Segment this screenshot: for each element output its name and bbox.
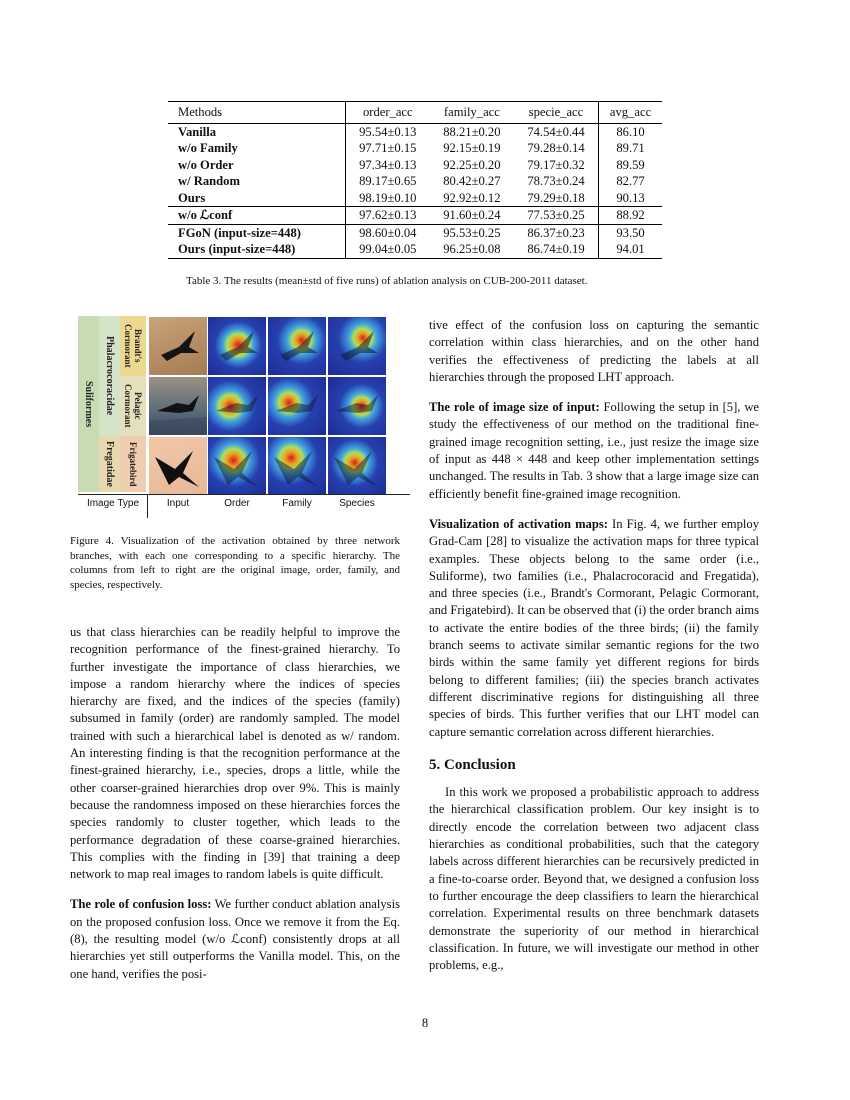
- left-column: [70, 624, 400, 983]
- right-column: [429, 317, 759, 974]
- specie-cell: 79.29±0.18: [514, 190, 599, 207]
- table-row: [168, 207, 662, 225]
- order-label: Suliformes: [78, 316, 99, 492]
- paragraph-body: We further conduct ablation analysis on the proposed confusion loss. Once we remove it from the Eq. (8), the resulting model (w/o ℒconf) consistently drops at all hierarchies yet still outperforms the Vanilla model. This, on the one hand, verifies the posi-: [70, 897, 400, 981]
- order-cell: 89.17±0.65: [359, 174, 417, 188]
- order-cell: 99.04±0.05: [345, 241, 430, 258]
- col-label-image-type: Image Type: [86, 498, 140, 509]
- family-heatmap: [268, 377, 326, 435]
- table-row: [168, 140, 662, 157]
- input-image: [149, 317, 207, 375]
- method-cell: w/o ℒconf: [168, 207, 345, 225]
- order-heatmap: [208, 377, 266, 435]
- order-cell: 97.34±0.13: [359, 157, 417, 172]
- family-cell: 91.60±0.24: [430, 207, 514, 225]
- family-cell: 96.25±0.08: [430, 241, 514, 258]
- paragraph: tive effect of the confusion loss on capturing the semantic correlation within class hierarchies, and on the other hand verifies the effectiveness of predicting the labels at all hierarchies through the proposed LHT approach.: [429, 318, 759, 384]
- section-heading: 5. Conclusion: [429, 756, 516, 773]
- family-label-fregatidae: Fregatidae: [99, 436, 120, 492]
- method-cell: w/o Order: [168, 157, 345, 174]
- avg-cell: 89.59: [616, 157, 645, 172]
- family-cell: 95.53±0.25: [430, 224, 514, 241]
- paragraph: us that class hierarchies can be readily helpful to improve the recognition performance of the finest-grained hierarchy. To further investigate the importance of class hierarchies, we impose a random hierarchy where the indices of species hierarchy are fixed, and the indices of the species (family) subsumed in family (order) are randomly sampled. The model trained with such a hierarchical label is denoted as w/ random. An interesting finding is that the recognition performance at the finest-grained hierarchy, i.e., species, drops a little, while the other coarser-grained hierarchies drop over 9%. This is mainly because the randomness imposed on these hierarchies forces the species randomly to cluster together, which leads to the performance degradation of these coarse-grained hierarchies. This complies with the finding in [39] that training a deep network to map real images to random labels is quite difficult.: [70, 625, 400, 882]
- family-label-phalacrocoracidae: Phalacrocoracidae: [99, 316, 120, 436]
- family-cell: 80.42±0.27: [443, 174, 501, 188]
- specie-cell: 79.17±0.32: [514, 157, 599, 174]
- avg-cell: 82.77: [616, 174, 645, 188]
- input-image: [149, 437, 207, 495]
- table-row: [168, 224, 662, 241]
- specie-cell: 74.54±0.44: [514, 123, 599, 140]
- header-methods: Methods: [168, 102, 345, 124]
- avg-cell: 88.92: [599, 207, 662, 225]
- page-number: 8: [421, 1016, 429, 1030]
- order-cell: 98.19±0.10: [359, 190, 417, 205]
- avg-cell: 89.71: [616, 141, 645, 155]
- col-label-order: Order: [224, 498, 250, 509]
- method-cell: w/o Family: [168, 140, 345, 157]
- input-image: [149, 377, 207, 435]
- order-cell: 98.60±0.04: [345, 224, 430, 241]
- figure-caption: Figure 4. Visualization of the activation obtained by three network branches, with each one corresponding to a specific hierarchy. The columns from left to right are the original image, order, family, and species, respectively.: [70, 535, 400, 591]
- family-cell: 92.92±0.12: [443, 190, 501, 205]
- paragraph: [429, 516, 759, 741]
- specie-cell: 86.74±0.19: [514, 241, 599, 258]
- order-cell: 97.62±0.13: [345, 207, 430, 225]
- table-row: [168, 190, 662, 207]
- table-caption: Table 3. The results (mean±std of five runs) of ablation analysis on CUB-200-2011 dataset.: [186, 275, 588, 287]
- paragraph-body: Following the setup in [5], we study the effectiveness of our method on the traditional fine-grained image recognition setting, i.e., just resize the image size of input as 448 × 448 and keep other implementation settings unchanged. The results in Tab. 3 show that a large image size can efficiently benefit fine-grained image recognition.: [429, 400, 760, 501]
- figure-divider: [147, 494, 148, 518]
- table-row: [168, 123, 662, 140]
- table-row: [168, 241, 662, 258]
- avg-cell: 86.10: [616, 124, 645, 139]
- col-label-family: Family: [282, 498, 312, 509]
- family-cell: 92.25±0.20: [443, 157, 501, 172]
- table-row: [168, 157, 662, 174]
- specie-cell: 86.37±0.23: [514, 224, 599, 241]
- order-heatmap: [208, 317, 266, 375]
- method-cell: Vanilla: [168, 123, 345, 140]
- header-family-acc: family_acc: [430, 102, 514, 124]
- avg-cell: 93.50: [599, 224, 662, 241]
- header-avg-acc: avg_acc: [599, 102, 662, 124]
- specie-cell: 79.28±0.14: [514, 140, 599, 157]
- order-cell: 97.71±0.15: [359, 141, 417, 155]
- ablation-table: [168, 101, 662, 259]
- run-in-heading: The role of confusion loss:: [70, 897, 212, 912]
- header-specie-acc: specie_acc: [514, 102, 599, 124]
- table-row: [168, 173, 662, 190]
- avg-cell: 94.01: [599, 241, 662, 258]
- species-heatmap: [328, 377, 386, 435]
- species-label-brandts: Brandt's Cormorant: [120, 316, 146, 376]
- family-cell: 92.15±0.19: [443, 141, 501, 155]
- species-heatmap: [328, 317, 386, 375]
- header-order-acc: order_acc: [345, 102, 430, 124]
- col-label-species: Species: [339, 498, 375, 509]
- method-cell: w/ Random: [168, 173, 345, 190]
- species-label-pelagic: Pelagic Cormorant: [120, 376, 146, 436]
- species-heatmap: [328, 437, 386, 495]
- method-cell: FGoN (input-size=448): [168, 224, 345, 241]
- paragraph: [70, 896, 400, 982]
- paragraph: In this work we proposed a probabilistic approach to address the hierarchical classification problem. Our key insight is to directly encode the correlation between two adjacent class hierarchies as conditional probabilities, such that the category labels across different hierarchies can be recursively predicted in a fine-to-coarse order. Beyond that, we designed a confusion loss to further encourage the deep classifiers to learn the hierarchical correlation. Experimental results on three benchmark datasets demonstrate the superiority of our method in hierarchical classification. In future, we will investigate our method in other problems, e.g.,: [429, 785, 759, 973]
- family-heatmap: [268, 317, 326, 375]
- family-heatmap: [268, 437, 326, 495]
- run-in-heading: Visualization of activation maps:: [429, 516, 608, 531]
- family-cell: 88.21±0.20: [443, 124, 501, 139]
- run-in-heading: The role of image size of input:: [429, 400, 600, 415]
- figure-baseline: [78, 494, 410, 495]
- paragraph-body: In Fig. 4, we further employ Grad-Cam [28] to visualize the activation maps for three typical examples. These objects belong to the same order (i.e., Suliforme), two families (i.e., Phalacrocoracid and Fregatida), and three species (i.e., Brandt's Cormorant, Pelagic Cormorant, and Frigatebird). It can be observed that (i) the order branch aims to activate the entire bodies of the three birds; (ii) the family branch seems to activate similar semantic regions for the two birds within the same family yet different regions for birds belong to different families; (iii) the species branch activates different discriminative regions for distinguishing all three species of birds. This further verifies that our LHT model can capture semantic correlation across different hierarchies.: [429, 516, 759, 739]
- specie-cell: 78.73±0.24: [514, 173, 599, 190]
- method-cell: Ours (input-size=448): [168, 241, 345, 258]
- avg-cell: 90.13: [616, 190, 645, 205]
- paragraph: [429, 399, 759, 503]
- order-heatmap: [208, 437, 266, 495]
- col-label-input: Input: [166, 498, 190, 509]
- table-header-row: [168, 102, 662, 124]
- species-label-frigatebird: Frigatebird: [120, 436, 146, 492]
- specie-cell: 77.53±0.25: [514, 207, 599, 225]
- order-cell: 95.54±0.13: [359, 124, 417, 139]
- method-cell: Ours: [168, 190, 345, 207]
